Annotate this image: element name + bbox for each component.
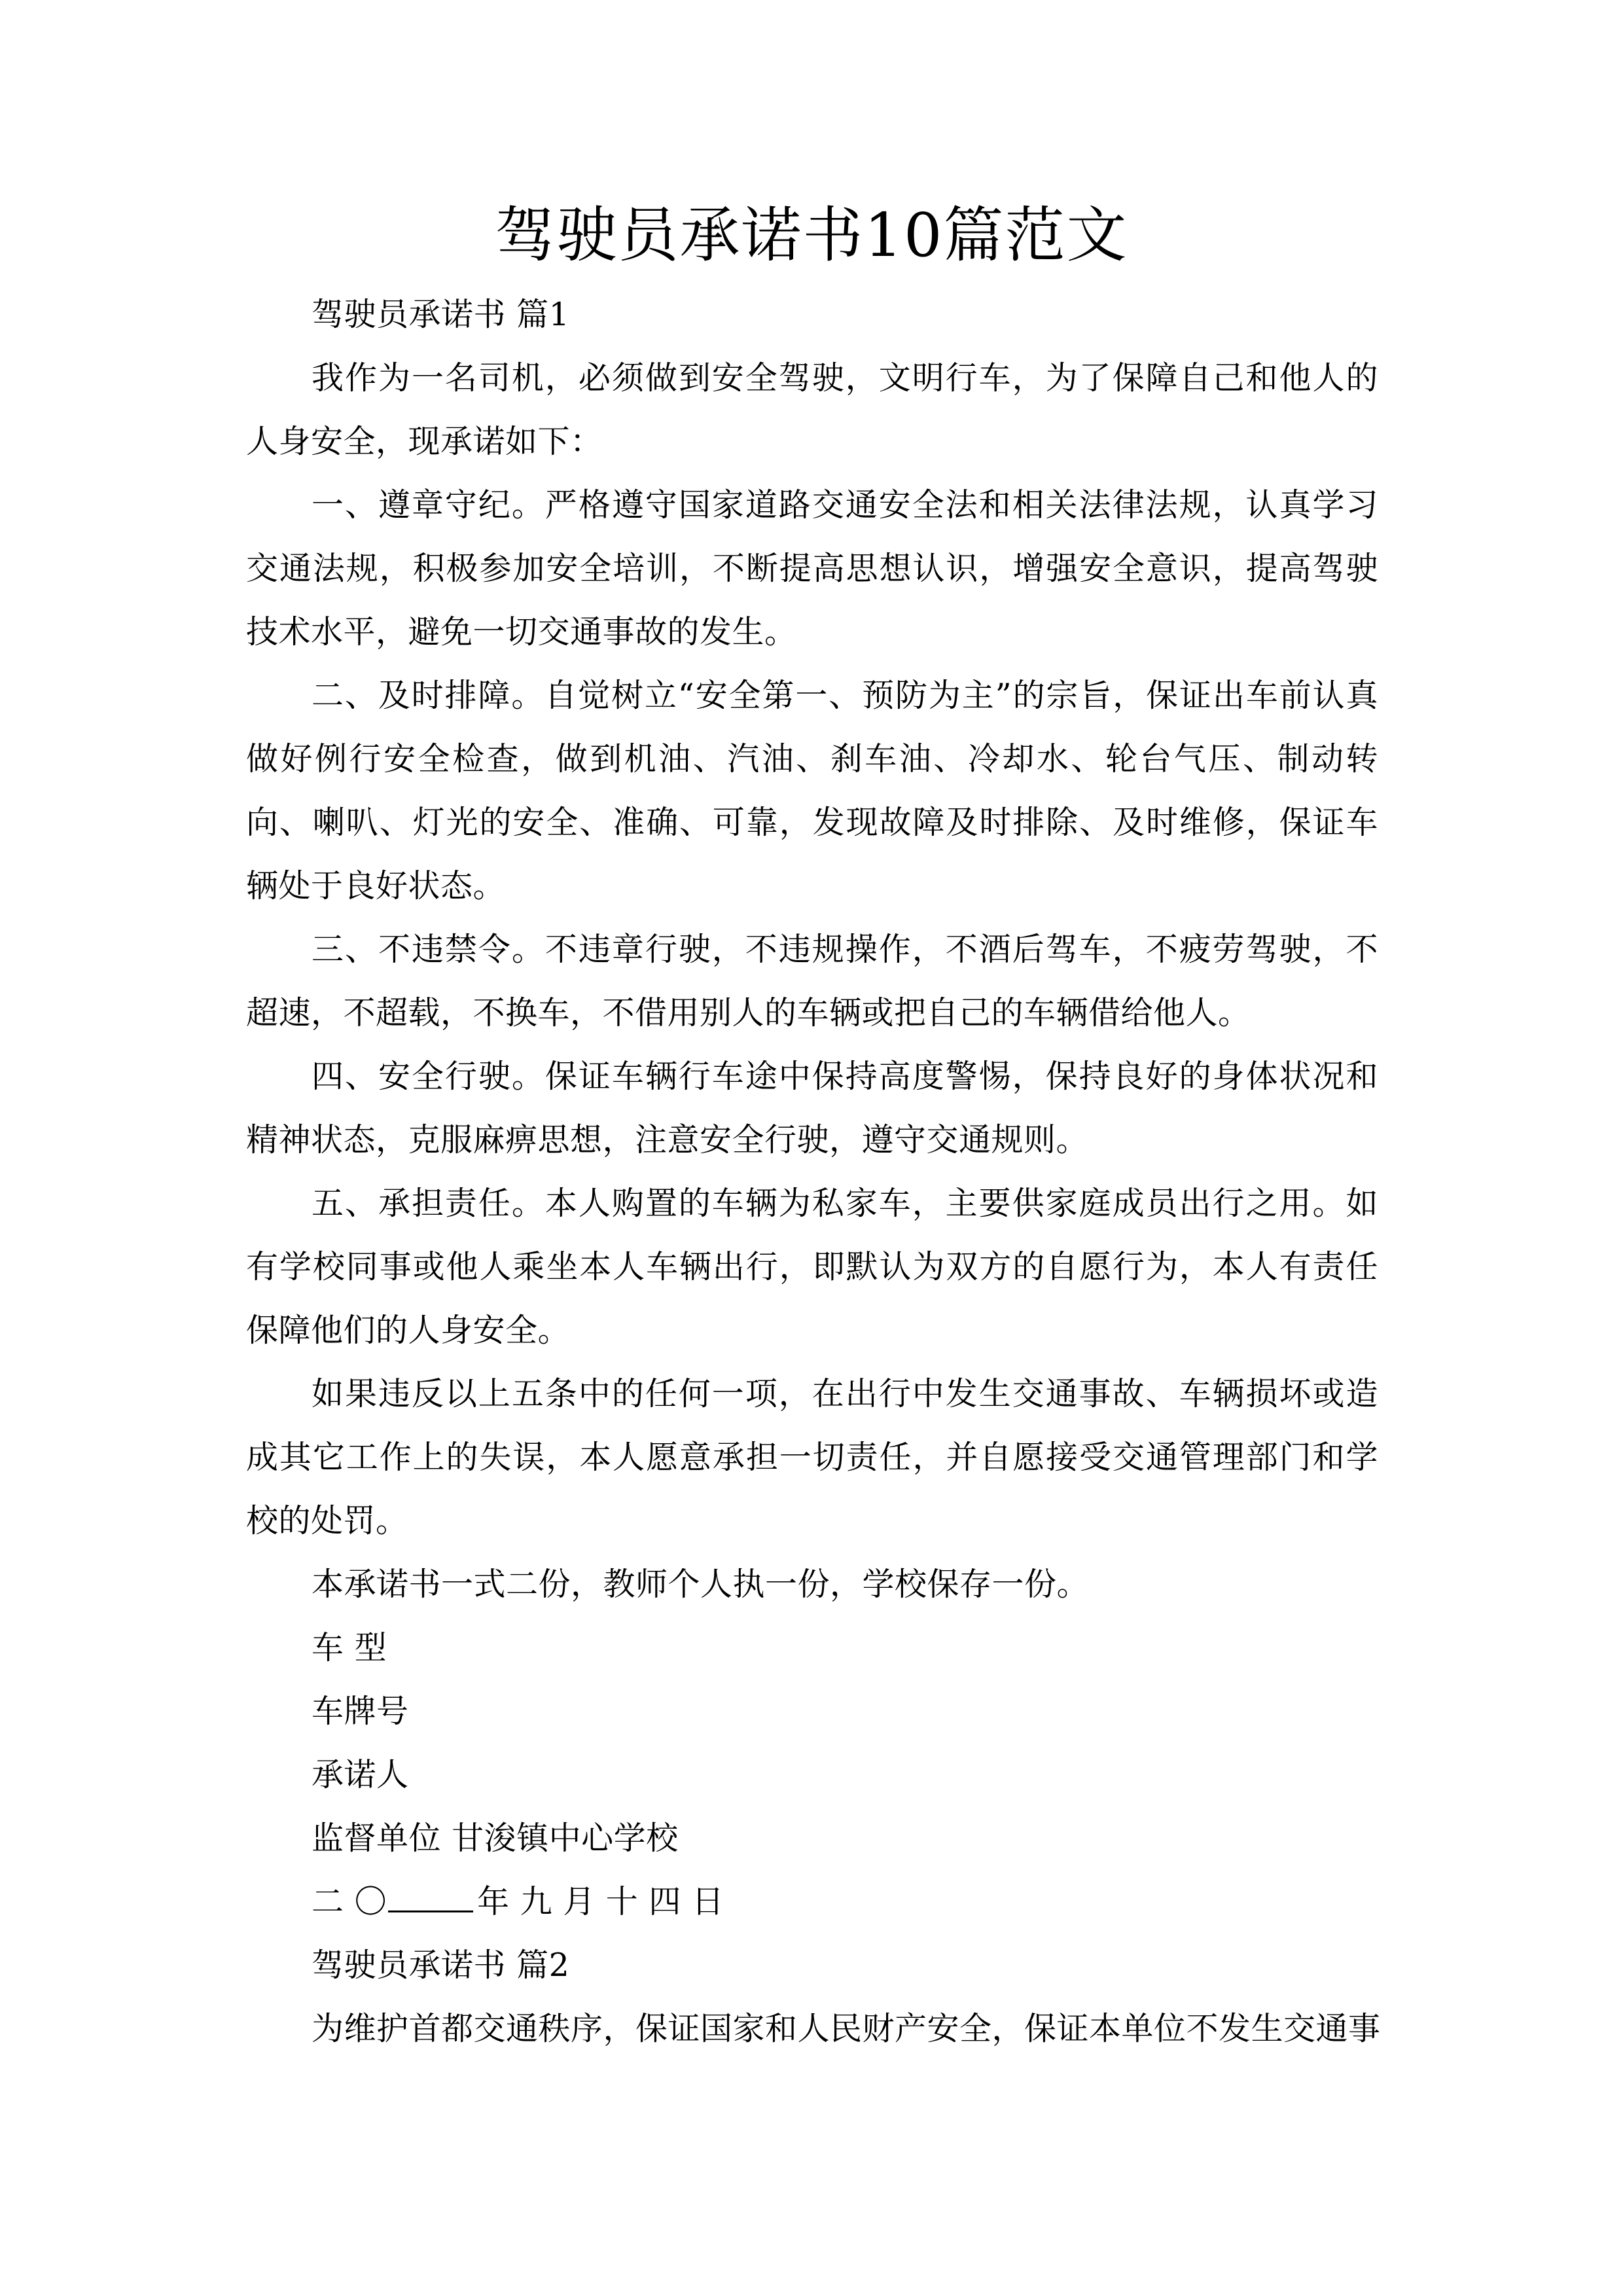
item-5-responsibility: 五、承担责任。本人购置的车辆为私家车，主要供家庭成员出行之用。如有学校同事或他人乘坐本人车辆出行，即默认为双方的自愿行为，本人有责任保障他们的人身安全。 <box>246 1185 1378 1349</box>
section-heading-1: 驾驶员承诺书 篇1 <box>312 296 570 333</box>
plate-number-field: 车牌号 <box>312 1693 409 1730</box>
item-4-safe-driving: 四、安全行驶。保证车辆行车途中保持高度警惕，保持良好的身体状况和精神状态，克服麻痹思想，注意安全行驶，遵守交通规则。 <box>246 1058 1378 1158</box>
document-title: 驾驶员承诺书10篇范文 <box>495 200 1128 270</box>
copies-note: 本承诺书一式二份，教师个人执一份，学校保存一份。 <box>312 1566 1090 1603</box>
violation-clause: 如果违反以上五条中的任何一项，在出行中发生交通事故、车辆损坏或造成其它工作上的失误，本人愿意承担一切责任，并自愿接受交通管理部门和学校的处罚。 <box>246 1375 1378 1539</box>
item-3-prohibitions: 三、不违禁令。不违章行驶，不违规操作，不酒后驾车，不疲劳驾驶，不超速，不超载，不换车，不借用别人的车辆或把自己的车辆借给他人。 <box>246 931 1378 1031</box>
document-body <box>246 283 1381 2060</box>
supervisor-field <box>246 1806 1378 1870</box>
signature-date <box>246 1870 1378 1933</box>
car-model-field: 车 型 <box>312 1629 387 1666</box>
supervisor-label: 监督单位 <box>312 1820 442 1857</box>
supervisor-value: 甘浚镇中心学校 <box>452 1820 679 1857</box>
item-1-discipline: 一、遵章守纪。严格遵守国家道路交通安全法和相关法律法规，认真学习交通法规，积极参加安全培训，不断提高思想认识，增强安全意识，提高驾驶技术水平，避免一切交通事故的发生。 <box>246 486 1378 651</box>
date-prefix: 二 〇 <box>312 1883 387 1920</box>
section1-intro: 我作为一名司机，必须做到安全驾驶，文明行车，为了保障自己和他人的人身安全，现承诺如下： <box>246 359 1378 460</box>
promisor-field: 承诺人 <box>312 1756 409 1793</box>
date-year-blank <box>388 1884 473 1912</box>
date-suffix: 年 九 月 十 四 日 <box>477 1883 724 1920</box>
item-2-troubleshoot: 二、及时排障。自觉树立“安全第一、预防为主”的宗旨，保证出车前认真做好例行安全检查，做到机油、汽油、刹车油、冷却水、轮台气压、制动转向、喇叭、灯光的安全、准确、可靠，发现故障及时排除、及时维修，保证车辆处于良好状态。 <box>246 677 1378 905</box>
section-heading-2: 驾驶员承诺书 篇2 <box>312 1946 570 1984</box>
section2-intro: 为维护首都交通秩序，保证国家和人民财产安全，保证本单位不发生交通事 <box>312 2010 1381 2047</box>
